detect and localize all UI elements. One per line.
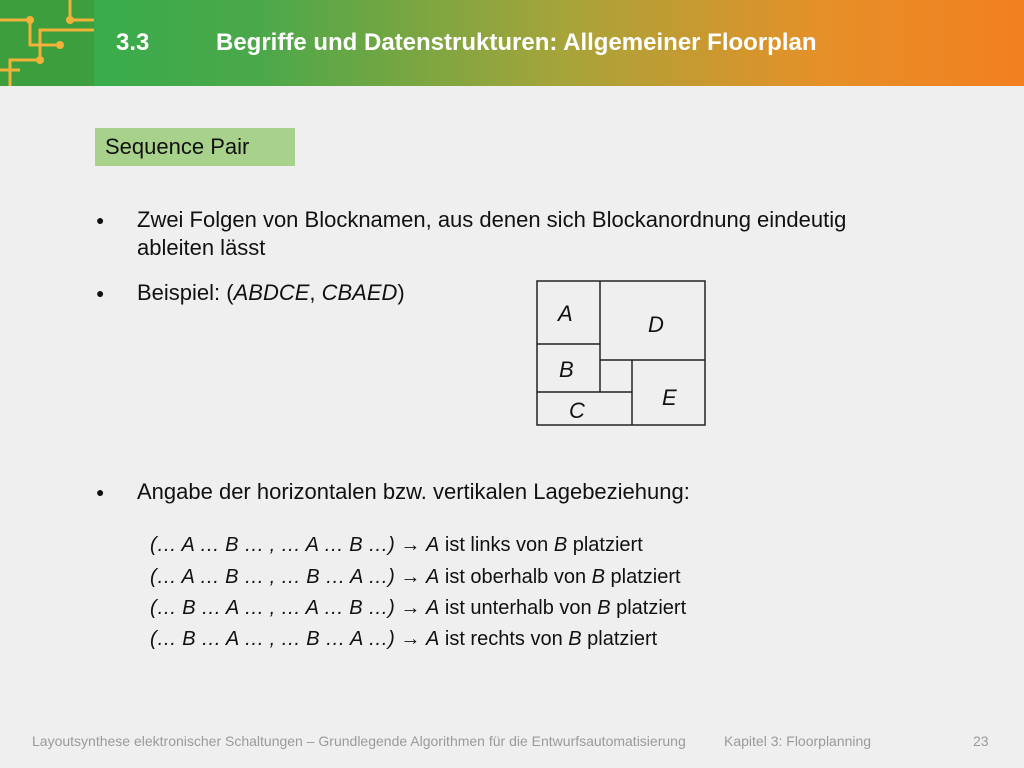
title-bar	[0, 0, 1024, 86]
block-e: E	[662, 385, 677, 410]
bullet-icon: ●	[96, 212, 105, 228]
block-d: D	[648, 312, 664, 337]
bullet-icon: ●	[96, 285, 105, 301]
relations-heading: Angabe der horizontalen bzw. vertikalen Lagebeziehung:	[137, 479, 690, 504]
block-a: A	[558, 301, 573, 326]
section-number: 3.3	[116, 29, 150, 56]
sequence-1: ABDCE	[233, 280, 310, 305]
relation-line: (… A … B … , … B … A …) → A ist oberhalb von B platziert	[150, 566, 681, 588]
block-b: B	[559, 357, 574, 382]
page-title: Begriffe und Datenstrukturen: Allgemeiner Floorplan	[216, 29, 817, 56]
bullet-text-line1: Zwei Folgen von Blocknamen, aus denen sich Blockanordnung eindeutig	[137, 207, 847, 232]
sequence-2: CBAED	[321, 280, 398, 305]
relation-line: (… B … A … , … A … B …) → A ist unterhalb von B platziert	[150, 597, 687, 619]
bullet-text-line2: ableiten lässt	[137, 235, 266, 260]
bullet-icon: ●	[96, 484, 105, 500]
relation-line: (… B … A … , … B … A …) → A ist rechts von B platziert	[150, 628, 658, 650]
page-number: 23	[973, 733, 989, 749]
footer-chapter: Kapitel 3: Floorplanning	[724, 733, 872, 749]
circuit-logo-icon	[0, 0, 94, 86]
block-c: C	[569, 398, 585, 423]
section-tag: Sequence Pair	[95, 128, 295, 166]
relation-line: (… A … B … , … A … B …) → A ist links von B platziert	[150, 534, 643, 556]
footer-course: Layoutsynthese elektronischer Schaltungen – Grundlegende Algorithmen für die Entwurfsautomatisierung	[32, 733, 686, 749]
example-text: Beispiel: (ABDCE, CBAED)	[137, 280, 405, 305]
floorplan-diagram	[536, 280, 706, 426]
